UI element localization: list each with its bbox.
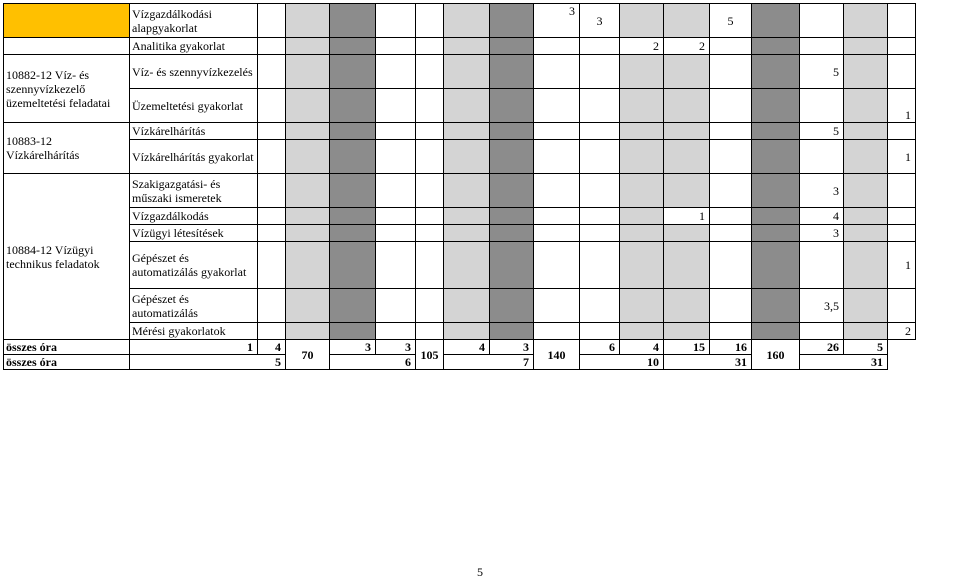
table-cell — [664, 323, 710, 340]
header-cell — [4, 4, 130, 38]
table-cell — [444, 140, 490, 174]
cell-value: 2 — [888, 323, 916, 340]
table-cell — [490, 208, 534, 225]
table-cell — [534, 208, 580, 225]
cell-value: 3 — [534, 4, 580, 38]
table-cell — [416, 38, 444, 55]
subject-label: Vízkárelhárítás gyakorlat — [130, 140, 258, 174]
table-cell — [710, 225, 752, 242]
table-cell — [664, 4, 710, 38]
table-cell — [534, 323, 580, 340]
module-label: 10882-12 Víz- és szennyvízkezelő üzemeltetési feladatai — [4, 55, 130, 123]
table-cell — [330, 242, 376, 289]
table-cell — [752, 323, 800, 340]
table-cell — [580, 174, 620, 208]
table-row — [4, 323, 916, 340]
subject-label: Vízgazdálkodási alapgyakorlat — [130, 4, 258, 38]
table-cell — [416, 289, 444, 323]
table-cell — [534, 242, 580, 289]
table-cell — [490, 38, 534, 55]
table-cell — [416, 323, 444, 340]
table-cell — [664, 289, 710, 323]
table-cell — [444, 242, 490, 289]
table-cell — [664, 140, 710, 174]
table-cell — [888, 208, 916, 225]
table-cell — [376, 89, 416, 123]
table-cell — [330, 38, 376, 55]
table-cell — [534, 38, 580, 55]
cell-value: 1 — [664, 208, 710, 225]
table-cell — [286, 55, 330, 89]
table-cell — [580, 123, 620, 140]
totals-label: összes óra — [4, 355, 130, 370]
table-cell — [416, 174, 444, 208]
table-cell — [664, 242, 710, 289]
table-cell — [416, 123, 444, 140]
table-cell — [710, 55, 752, 89]
table-cell — [534, 89, 580, 123]
table-cell — [444, 323, 490, 340]
table-cell — [710, 289, 752, 323]
table-cell — [844, 123, 888, 140]
table-cell — [752, 140, 800, 174]
module-label: 10883-12 Vízkárelhárítás — [4, 123, 130, 174]
table-cell — [490, 4, 534, 38]
table-cell — [286, 89, 330, 123]
table-row — [4, 38, 916, 55]
table-cell — [844, 89, 888, 123]
table-cell — [620, 225, 664, 242]
subject-label: Vízügyi létesítések — [130, 225, 258, 242]
table-cell — [490, 140, 534, 174]
table-cell — [534, 225, 580, 242]
table-cell — [844, 4, 888, 38]
table-row — [4, 242, 916, 289]
table-cell — [444, 289, 490, 323]
table-row — [4, 4, 916, 38]
table-row — [4, 174, 916, 208]
table-cell — [844, 225, 888, 242]
table-cell — [620, 4, 664, 38]
table-cell — [258, 89, 286, 123]
table-cell — [416, 140, 444, 174]
subject-label: Víz- és szennyvízkezelés — [130, 55, 258, 89]
table-cell — [376, 123, 416, 140]
subject-label: Gépészet és automatizálás gyakorlat — [130, 242, 258, 289]
table-cell — [444, 225, 490, 242]
table-cell — [258, 140, 286, 174]
cell-value: 5 — [710, 4, 752, 38]
table-cell — [664, 123, 710, 140]
table-cell — [710, 140, 752, 174]
table-row — [4, 208, 916, 225]
cell-value: 3 — [800, 174, 844, 208]
table-cell — [888, 289, 916, 323]
total-value: 3 — [490, 340, 534, 355]
table-cell — [710, 208, 752, 225]
table-cell — [844, 242, 888, 289]
total-value: 26 — [800, 340, 844, 355]
table-cell — [258, 225, 286, 242]
table-cell — [800, 38, 844, 55]
cell-value: 1 — [888, 140, 916, 174]
table-cell — [752, 174, 800, 208]
table-cell — [710, 123, 752, 140]
subject-label: Analitika gyakorlat — [130, 38, 258, 55]
total-value: 160 — [752, 340, 800, 370]
cell-value: 2 — [620, 38, 664, 55]
total-value: 140 — [534, 340, 580, 370]
table-cell — [4, 38, 130, 55]
cell-value: 3,5 — [800, 289, 844, 323]
table-cell — [844, 208, 888, 225]
table-cell — [286, 4, 330, 38]
table-cell — [710, 38, 752, 55]
table-cell — [888, 174, 916, 208]
table-cell — [330, 208, 376, 225]
table-cell — [286, 323, 330, 340]
table-cell — [534, 174, 580, 208]
table-cell — [330, 289, 376, 323]
table-cell — [710, 174, 752, 208]
table-row — [4, 55, 916, 89]
table-row — [4, 289, 916, 323]
table-cell — [258, 242, 286, 289]
table-cell — [376, 4, 416, 38]
table-cell — [580, 89, 620, 123]
table-cell — [416, 4, 444, 38]
table-cell — [330, 225, 376, 242]
table-cell — [620, 323, 664, 340]
table-cell — [416, 89, 444, 123]
total-value: 31 — [664, 355, 752, 370]
total-value: 6 — [330, 355, 416, 370]
table-cell — [534, 123, 580, 140]
table-cell — [580, 323, 620, 340]
table-cell — [800, 89, 844, 123]
subject-label: Szakigazgatási- és műszaki ismeretek — [130, 174, 258, 208]
table-cell — [330, 89, 376, 123]
total-value: 3 — [330, 340, 376, 355]
table-cell — [534, 289, 580, 323]
cell-value: 1 — [888, 89, 916, 123]
table-cell — [844, 55, 888, 89]
page-number: 5 — [477, 565, 483, 579]
module-label: 10884-12 Vízügyi technikus feladatok — [4, 174, 130, 340]
cell-value: 5 — [800, 55, 844, 89]
table-cell — [286, 140, 330, 174]
table-cell — [376, 38, 416, 55]
table-cell — [580, 242, 620, 289]
subject-label: Vízkárelhárítás — [130, 123, 258, 140]
cell-value: 3 — [580, 4, 620, 38]
total-value: 10 — [580, 355, 664, 370]
table-cell — [664, 89, 710, 123]
table-cell — [580, 289, 620, 323]
total-value: 15 — [664, 340, 710, 355]
total-value: 5 — [130, 355, 286, 370]
totals-row — [4, 340, 916, 355]
table-cell — [490, 89, 534, 123]
cell-value: 5 — [800, 123, 844, 140]
table-cell — [490, 225, 534, 242]
subject-label: Gépészet és automatizálás — [130, 289, 258, 323]
table-cell — [376, 208, 416, 225]
total-value: 4 — [444, 340, 490, 355]
table-cell — [286, 174, 330, 208]
cell-value: 4 — [800, 208, 844, 225]
total-value: 3 — [376, 340, 416, 355]
table-cell — [534, 140, 580, 174]
table-cell — [444, 4, 490, 38]
table-cell — [258, 38, 286, 55]
table-cell — [888, 38, 916, 55]
table-row — [4, 89, 916, 123]
table-cell — [330, 174, 376, 208]
table-cell — [664, 55, 710, 89]
table-cell — [752, 208, 800, 225]
table-cell — [258, 123, 286, 140]
table-cell — [620, 140, 664, 174]
table-cell — [490, 174, 534, 208]
table-cell — [376, 140, 416, 174]
table-cell — [844, 289, 888, 323]
table-cell — [752, 89, 800, 123]
table-cell — [376, 323, 416, 340]
table-cell — [376, 55, 416, 89]
table-cell — [620, 289, 664, 323]
table-cell — [286, 208, 330, 225]
table-cell — [888, 4, 916, 38]
table-cell — [800, 140, 844, 174]
table-cell — [580, 225, 620, 242]
subject-label: Üzemeltetési gyakorlat — [130, 89, 258, 123]
table-cell — [752, 55, 800, 89]
total-value: 16 — [710, 340, 752, 355]
table-cell — [286, 242, 330, 289]
table-cell — [490, 123, 534, 140]
table-cell — [534, 55, 580, 89]
subject-label: Vízgazdálkodás — [130, 208, 258, 225]
table-row — [4, 123, 916, 140]
total-value: 7 — [444, 355, 534, 370]
table-cell — [620, 123, 664, 140]
table-cell — [800, 4, 844, 38]
table-cell — [844, 174, 888, 208]
table-cell — [330, 123, 376, 140]
total-value: 4 — [258, 340, 286, 355]
total-value: 105 — [416, 340, 444, 370]
table-cell — [490, 323, 534, 340]
table-cell — [376, 174, 416, 208]
table-cell — [258, 4, 286, 38]
subject-label: Mérési gyakorlatok — [130, 323, 258, 340]
table-cell — [752, 38, 800, 55]
table-cell — [286, 225, 330, 242]
total-value: 70 — [286, 340, 330, 370]
table-cell — [620, 55, 664, 89]
table-cell — [330, 140, 376, 174]
table-cell — [416, 242, 444, 289]
table-cell — [444, 174, 490, 208]
table-cell — [580, 208, 620, 225]
table-cell — [664, 225, 710, 242]
table-cell — [416, 55, 444, 89]
table-cell — [444, 208, 490, 225]
total-value: 6 — [580, 340, 620, 355]
table-cell — [376, 242, 416, 289]
table-row — [4, 225, 916, 242]
table-cell — [580, 140, 620, 174]
total-value: 1 — [130, 340, 258, 355]
table-cell — [490, 242, 534, 289]
table-cell — [444, 89, 490, 123]
table-cell — [844, 38, 888, 55]
table-cell — [664, 174, 710, 208]
table-cell — [258, 208, 286, 225]
table-cell — [888, 225, 916, 242]
table-cell — [580, 55, 620, 89]
table-cell — [286, 289, 330, 323]
table-cell — [752, 4, 800, 38]
total-value: 5 — [844, 340, 888, 355]
table-cell — [800, 242, 844, 289]
table-cell — [416, 208, 444, 225]
table-cell — [580, 38, 620, 55]
table-cell — [620, 89, 664, 123]
table-cell — [490, 55, 534, 89]
table-cell — [416, 225, 444, 242]
table-cell — [800, 323, 844, 340]
table-cell — [710, 89, 752, 123]
cell-value: 3 — [800, 225, 844, 242]
total-value: 4 — [620, 340, 664, 355]
table-cell — [376, 289, 416, 323]
table-cell — [330, 323, 376, 340]
table-cell — [620, 174, 664, 208]
table-cell — [888, 123, 916, 140]
table-cell — [444, 38, 490, 55]
table-cell — [710, 323, 752, 340]
table-cell — [620, 242, 664, 289]
table-cell — [752, 225, 800, 242]
table-cell — [444, 55, 490, 89]
table-cell — [844, 323, 888, 340]
table-cell — [844, 140, 888, 174]
cell-value: 2 — [664, 38, 710, 55]
table-cell — [620, 208, 664, 225]
table-cell — [258, 323, 286, 340]
table-cell — [258, 289, 286, 323]
table-cell — [752, 289, 800, 323]
table-cell — [490, 289, 534, 323]
curriculum-table — [3, 3, 916, 370]
table-cell — [752, 123, 800, 140]
table-cell — [330, 4, 376, 38]
cell-value: 1 — [888, 242, 916, 289]
table-cell — [258, 174, 286, 208]
table-row — [4, 140, 916, 174]
table-cell — [258, 55, 286, 89]
table-cell — [286, 123, 330, 140]
table-cell — [286, 38, 330, 55]
table-cell — [330, 55, 376, 89]
total-value: 31 — [800, 355, 888, 370]
table-cell — [376, 225, 416, 242]
table-cell — [752, 242, 800, 289]
table-cell — [888, 55, 916, 89]
totals-label: összes óra — [4, 340, 130, 355]
table-cell — [444, 123, 490, 140]
table-cell — [710, 242, 752, 289]
